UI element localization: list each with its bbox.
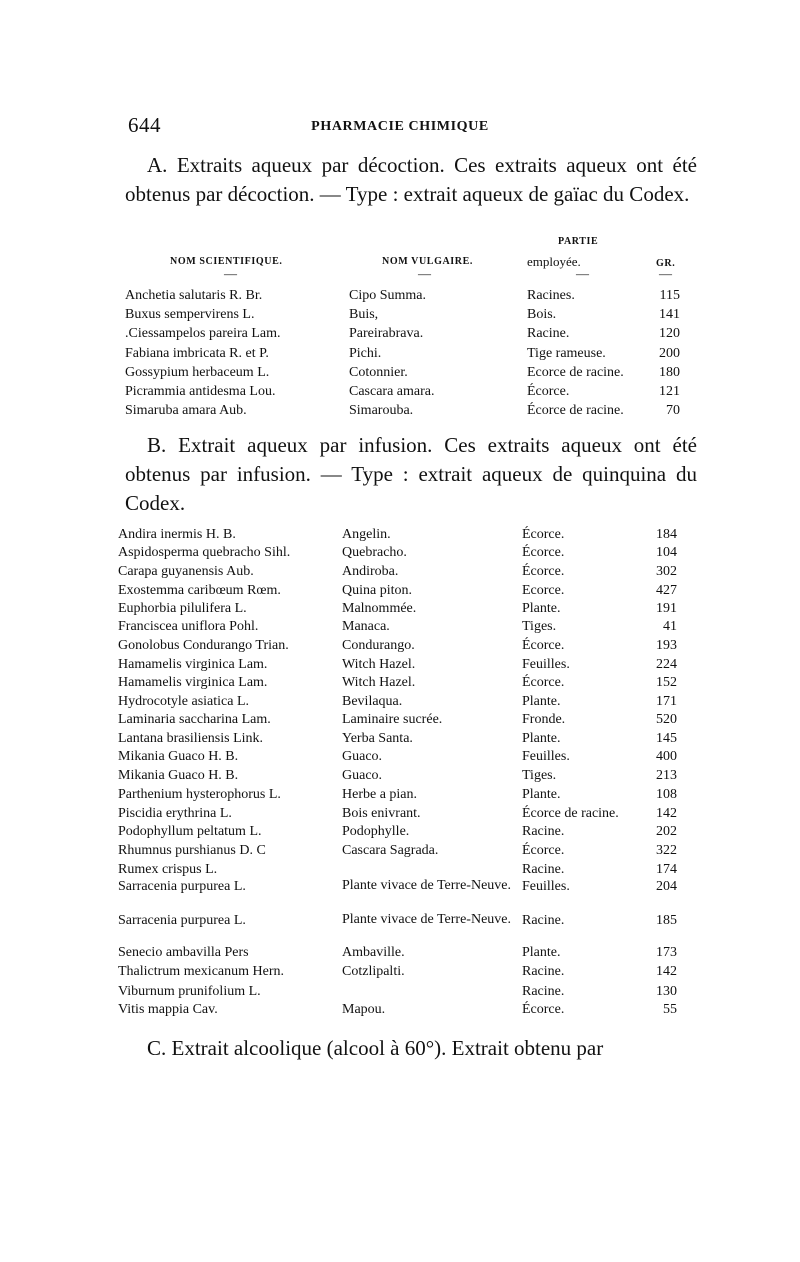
table-cell-scientific-name: Aspidosperma quebracho Sihl.: [118, 545, 291, 560]
table-cell-scientific-name: Gossypium herbaceum L.: [125, 365, 270, 380]
table-cell-grams: 191: [656, 601, 677, 616]
table-cell-grams: 171: [656, 694, 677, 709]
table-cell-part: Racine.: [522, 824, 565, 839]
table-cell-common-name: Cotonnier.: [349, 365, 408, 380]
table-cell-scientific-name: Parthenium hysterophorus L.: [118, 787, 281, 802]
table-cell-part: Écorce.: [527, 384, 570, 399]
table-cell-common-name: Bevilaqua.: [342, 694, 403, 709]
table-cell-scientific-name: Rumex crispus L.: [118, 862, 218, 877]
table-cell-scientific-name: Hydrocotyle asiatica L.: [118, 694, 250, 709]
table-cell-scientific-name: Anchetia salutaris R. Br.: [125, 288, 263, 303]
table-cell-grams: 400: [656, 749, 677, 764]
table-cell-grams: 185: [656, 913, 677, 928]
table-cell-common-name: Podophylle.: [342, 824, 410, 839]
table-cell-grams: 141: [659, 307, 680, 322]
table-cell-part: Écorce.: [522, 675, 565, 690]
table-cell-part: Écorce de racine.: [522, 806, 619, 821]
table-cell-part: Ecorce de racine.: [527, 365, 624, 380]
table-cell-part: Écorce.: [522, 638, 565, 653]
table-cell-common-name: Yerba Santa.: [342, 731, 413, 746]
table-cell-part: Plante.: [522, 731, 561, 746]
table-cell-part: Écorce.: [522, 1002, 565, 1017]
table-cell-grams: 130: [656, 984, 677, 999]
table-cell-part: Écorce.: [522, 843, 565, 858]
table-cell-part: Plante.: [522, 945, 561, 960]
table-cell-scientific-name: Simaruba amara Aub.: [125, 403, 247, 418]
table-cell-grams: 142: [656, 964, 677, 979]
table-cell-grams: 180: [659, 365, 680, 380]
table-cell-scientific-name: Thalictrum mexicanum Hern.: [118, 964, 284, 979]
table-cell-grams: 121: [659, 384, 680, 399]
table-cell-scientific-name: Viburnum prunifolium L.: [118, 984, 261, 999]
table-cell-part: Plante.: [522, 694, 561, 709]
table-cell-common-name: Plante vivace de Terre-Neuve.: [342, 878, 512, 893]
table-cell-scientific-name: Carapa guyanensis Aub.: [118, 564, 254, 579]
table-cell-scientific-name: Rhumnus purshianus D. C: [118, 843, 266, 858]
table-cell-scientific-name: Fabiana imbricata R. et P.: [125, 346, 269, 361]
table-cell-common-name: Cascara amara.: [349, 384, 435, 399]
table-cell-scientific-name: Hamamelis virginica Lam.: [118, 675, 268, 690]
table-cell-grams: 224: [656, 657, 677, 672]
table-cell-part: Racine.: [527, 326, 570, 341]
table-cell-common-name: Guaco.: [342, 768, 383, 783]
column-header-grams: GR.: [656, 258, 676, 269]
table-cell-common-name: Angelin.: [342, 527, 391, 542]
column-dash: —: [576, 266, 589, 281]
table-cell-scientific-name: Piscidia erythrina L.: [118, 806, 232, 821]
table-cell-grams: 173: [656, 945, 677, 960]
table-cell-grams: 174: [656, 862, 677, 877]
table-cell-common-name: Laminaire sucrée.: [342, 712, 443, 727]
table-cell-scientific-name: Euphorbia pilulifera L.: [118, 601, 247, 616]
table-cell-scientific-name: Senecio ambavilla Pers: [118, 945, 249, 960]
table-cell-scientific-name: Sarracenia purpurea L.: [118, 913, 246, 928]
table-cell-grams: 193: [656, 638, 677, 653]
column-header-scientific: NOM SCIENTIFIQUE.: [170, 256, 283, 267]
table-cell-grams: 145: [656, 731, 677, 746]
table-cell-part: Racine.: [522, 862, 565, 877]
table-cell-part: Plante.: [522, 787, 561, 802]
table-cell-common-name: Malnommée.: [342, 601, 417, 616]
table-cell-part: Tiges.: [522, 768, 557, 783]
table-cell-common-name: Cascara Sagrada.: [342, 843, 439, 858]
table-cell-common-name: Witch Hazel.: [342, 675, 416, 690]
table-cell-grams: 41: [663, 619, 677, 634]
table-cell-grams: 302: [656, 564, 677, 579]
table-cell-common-name: Quebracho.: [342, 545, 407, 560]
table-cell-common-name: Cotzlipalti.: [342, 964, 405, 979]
table-cell-common-name: Ambaville.: [342, 945, 405, 960]
table-cell-grams: 427: [656, 583, 677, 598]
table-cell-grams: 322: [656, 843, 677, 858]
table-cell-part: Plante.: [522, 601, 561, 616]
table-cell-common-name: Simarouba.: [349, 403, 414, 418]
table-cell-scientific-name: Vitis mappia Cav.: [118, 1002, 218, 1017]
table-cell-grams: 104: [656, 545, 677, 560]
table-cell-part: Racine.: [522, 984, 565, 999]
section-c-paragraph: [125, 1034, 697, 1063]
table-cell-common-name: Guaco.: [342, 749, 383, 764]
table-cell-common-name: Buis,: [349, 307, 379, 322]
table-cell-scientific-name: Picrammia antidesma Lou.: [125, 384, 276, 399]
table-cell-part: Tiges.: [522, 619, 557, 634]
table-cell-scientific-name: Lantana brasiliensis Link.: [118, 731, 264, 746]
table-cell-common-name: Pareirabrava.: [349, 326, 424, 341]
section-b-text: B. Extrait aqueux par infusion. Ces extraits aqueux ont été obtenus par infusion. — Type : extrait aqueux de quinquina du Codex.: [125, 433, 697, 515]
table-cell-grams: 70: [666, 403, 680, 418]
table-cell-common-name: Manaca.: [342, 619, 390, 634]
table-cell-grams: 200: [659, 346, 680, 361]
table-cell-part: Feuilles.: [522, 749, 570, 764]
table-cell-scientific-name: Franciscea uniflora Pohl.: [118, 619, 259, 634]
table-cell-part: Ecorce.: [522, 583, 565, 598]
column-dash: —: [659, 266, 672, 281]
table-cell-part: Écorce de racine.: [527, 403, 624, 418]
table-cell-grams: 202: [656, 824, 677, 839]
table-cell-grams: 55: [663, 1002, 677, 1017]
table-cell-grams: 142: [656, 806, 677, 821]
table-cell-scientific-name: Sarracenia purpurea L.: [118, 879, 246, 894]
table-cell-part: Fronde.: [522, 712, 566, 727]
table-cell-common-name: Bois enivrant.: [342, 806, 421, 821]
table-cell-part: Feuilles.: [522, 879, 570, 894]
running-head: PHARMACIE CHIMIQUE: [311, 119, 489, 134]
table-cell-scientific-name: Hamamelis virginica Lam.: [118, 657, 268, 672]
table-cell-grams: 152: [656, 675, 677, 690]
table-cell-common-name: Condurango.: [342, 638, 415, 653]
table-cell-part: Écorce.: [522, 545, 565, 560]
table-cell-grams: 108: [656, 787, 677, 802]
section-b-paragraph: [125, 431, 697, 518]
table-cell-part: Feuilles.: [522, 657, 570, 672]
table-cell-part: Tige rameuse.: [527, 346, 606, 361]
table-cell-common-name: Mapou.: [342, 1002, 386, 1017]
table-cell-common-name: Witch Hazel.: [342, 657, 416, 672]
table-cell-scientific-name: Mikania Guaco H. B.: [118, 749, 239, 764]
table-cell-common-name: Andiroba.: [342, 564, 399, 579]
section-c-text: C. Extrait alcoolique (alcool à 60°). Extrait obtenu par: [147, 1036, 604, 1060]
column-header-part-top: PARTIE: [558, 236, 599, 247]
table-cell-grams: 115: [659, 288, 680, 303]
table-cell-scientific-name: Mikania Guaco H. B.: [118, 768, 239, 783]
column-header-part-bottom: employée.: [527, 254, 581, 269]
column-dash: —: [224, 266, 237, 281]
table-cell-part: Bois.: [527, 307, 557, 322]
section-a-paragraph: [125, 151, 697, 209]
table-cell-part: Racines.: [527, 288, 575, 303]
section-a-text: A. Extraits aqueux par décoction. Ces extraits aqueux ont été obtenus par décoction. — Type : extrait aqueux de gaïac du Codex.: [125, 153, 697, 206]
table-cell-grams: 204: [656, 879, 677, 894]
table-cell-common-name: Cipo Summa.: [349, 288, 427, 303]
column-header-common: NOM VULGAIRE.: [382, 256, 473, 267]
table-cell-part: Racine.: [522, 913, 565, 928]
table-cell-grams: 120: [659, 326, 680, 341]
table-cell-common-name: Plante vivace de Terre-Neuve.: [342, 912, 512, 927]
table-cell-scientific-name: Exostemma caribœum Rœm.: [118, 583, 281, 598]
table-cell-scientific-name: Laminaria saccharina Lam.: [118, 712, 271, 727]
table-cell-grams: 184: [656, 527, 677, 542]
column-dash: —: [418, 266, 431, 281]
table-cell-part: Écorce.: [522, 527, 565, 542]
table-cell-scientific-name: Andira inermis H. B.: [118, 527, 236, 542]
table-cell-grams: 213: [656, 768, 677, 783]
table-cell-grams: 520: [656, 712, 677, 727]
table-cell-scientific-name: Buxus sempervirens L.: [125, 307, 255, 322]
page-number: 644: [128, 113, 161, 137]
table-cell-scientific-name: Gonolobus Condurango Trian.: [118, 638, 289, 653]
table-cell-common-name: Herbe a pian.: [342, 787, 418, 802]
table-cell-common-name: Quina piton.: [342, 583, 412, 598]
table-cell-part: Écorce.: [522, 564, 565, 579]
table-cell-part: Racine.: [522, 964, 565, 979]
table-cell-scientific-name: .Ciessampelos pareira Lam.: [125, 326, 281, 341]
table-cell-common-name: Pichi.: [349, 346, 382, 361]
table-cell-scientific-name: Podophyllum peltatum L.: [118, 824, 262, 839]
